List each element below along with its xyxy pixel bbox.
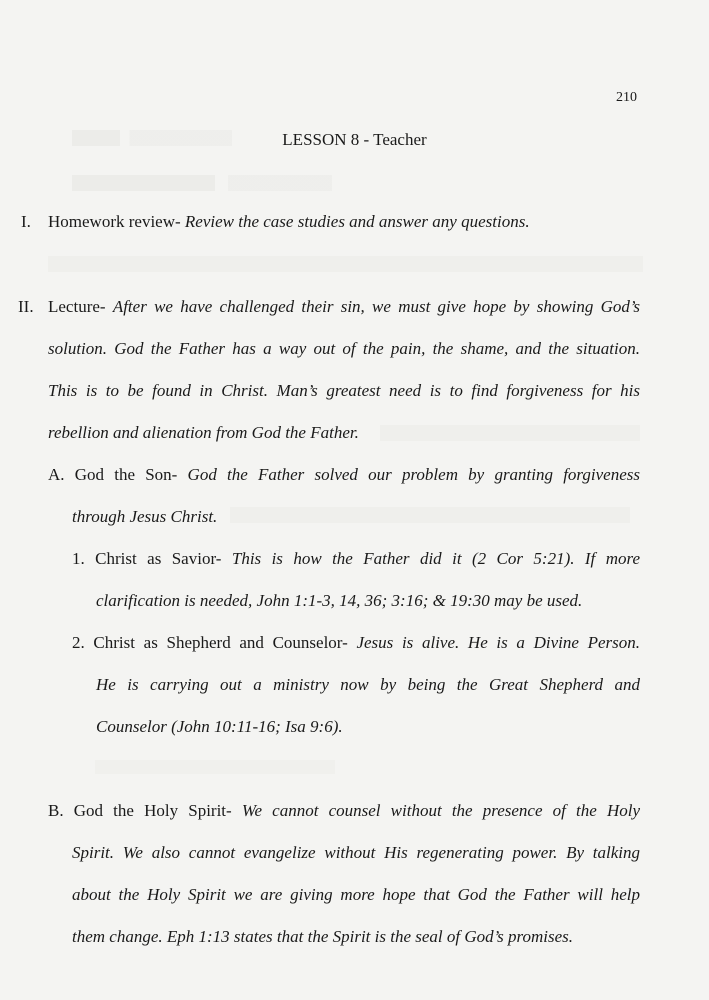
bleed-through-mark	[72, 175, 332, 191]
bleed-through-mark	[380, 425, 640, 441]
subsection-letter: B.	[48, 801, 64, 820]
item-2-line-1	[72, 633, 640, 653]
item-number: 2.	[72, 633, 85, 652]
subsection-body: through Jesus Christ.	[72, 507, 218, 526]
subsection-b-line-2	[72, 843, 640, 863]
section-ii-line-3	[48, 381, 640, 401]
page-title: LESSON 8 - Teacher	[282, 130, 427, 149]
section-numeral: II.	[18, 297, 34, 316]
page-number: 210	[616, 90, 637, 105]
bleed-through-mark	[230, 507, 630, 523]
bleed-through-mark	[95, 760, 335, 774]
subsection-letter: A.	[48, 465, 65, 484]
section-ii-line-2	[48, 339, 640, 359]
item-1-line-2	[96, 591, 582, 611]
section-body: rebellion and alienation from God the Father.	[48, 423, 359, 442]
item-2-line-3	[96, 717, 343, 737]
subsection-body: about the Holy Spirit we are giving more hope that God the Father will help	[72, 885, 640, 904]
subsection-a-line-1	[48, 465, 640, 485]
item-label: Christ as Savior-	[95, 549, 222, 568]
section-ii-line-1	[48, 297, 640, 317]
section-ii-line-4	[48, 423, 359, 443]
subsection-a-line-2	[72, 507, 217, 527]
section-ii	[18, 297, 34, 317]
section-label: Homework review-	[48, 212, 181, 231]
subsection-body: them change. Eph 1:13 states that the Spirit is the seal of God’s promises.	[72, 927, 573, 946]
subsection-body: Spirit. We also cannot evangelize without His regenerating power. By talking	[72, 843, 640, 862]
subsection-label: God the Son-	[74, 465, 178, 484]
section-body: Review the case studies and answer any questions.	[184, 212, 530, 231]
item-1-line-1	[72, 549, 640, 569]
subsection-label: God the Holy Spirit-	[73, 801, 232, 820]
subsection-body: God the Father solved our problem by granting forgiveness	[187, 465, 641, 484]
bleed-through-mark	[48, 256, 643, 272]
subsection-b-line-4	[72, 927, 573, 947]
subsection-b-line-3	[72, 885, 640, 905]
item-2-line-2	[96, 675, 640, 695]
item-label: Christ as Shepherd and Counselor-	[93, 633, 348, 652]
section-numeral: I.	[21, 212, 31, 231]
section-i	[21, 212, 31, 232]
section-body: solution. God the Father has a way out of the pain, the shame, and the situation.	[48, 339, 640, 358]
subsection-b-line-1	[48, 801, 640, 821]
item-body: Jesus is alive. He is a Divine Person.	[356, 633, 640, 652]
subsection-body: We cannot counsel without the presence of the Holy	[241, 801, 641, 820]
item-body: This is how the Father did it (2 Cor 5:21). If more	[231, 549, 640, 568]
item-body: Counselor (John 10:11-16; Isa 9:6).	[96, 717, 343, 736]
section-body: This is to be found in Christ. Man’s greatest need is to find forgiveness for his	[48, 381, 640, 400]
item-body: He is carrying out a ministry now by being the Great Shepherd and	[96, 675, 640, 694]
item-number: 1.	[72, 549, 85, 568]
section-i-text	[48, 212, 530, 232]
section-label: Lecture-	[48, 297, 106, 316]
section-body: After we have challenged their sin, we must give hope by showing God’s	[112, 297, 640, 316]
item-body: clarification is needed, John 1:1-3, 14, 36; 3:16; & 19:30 may be used.	[96, 591, 583, 610]
